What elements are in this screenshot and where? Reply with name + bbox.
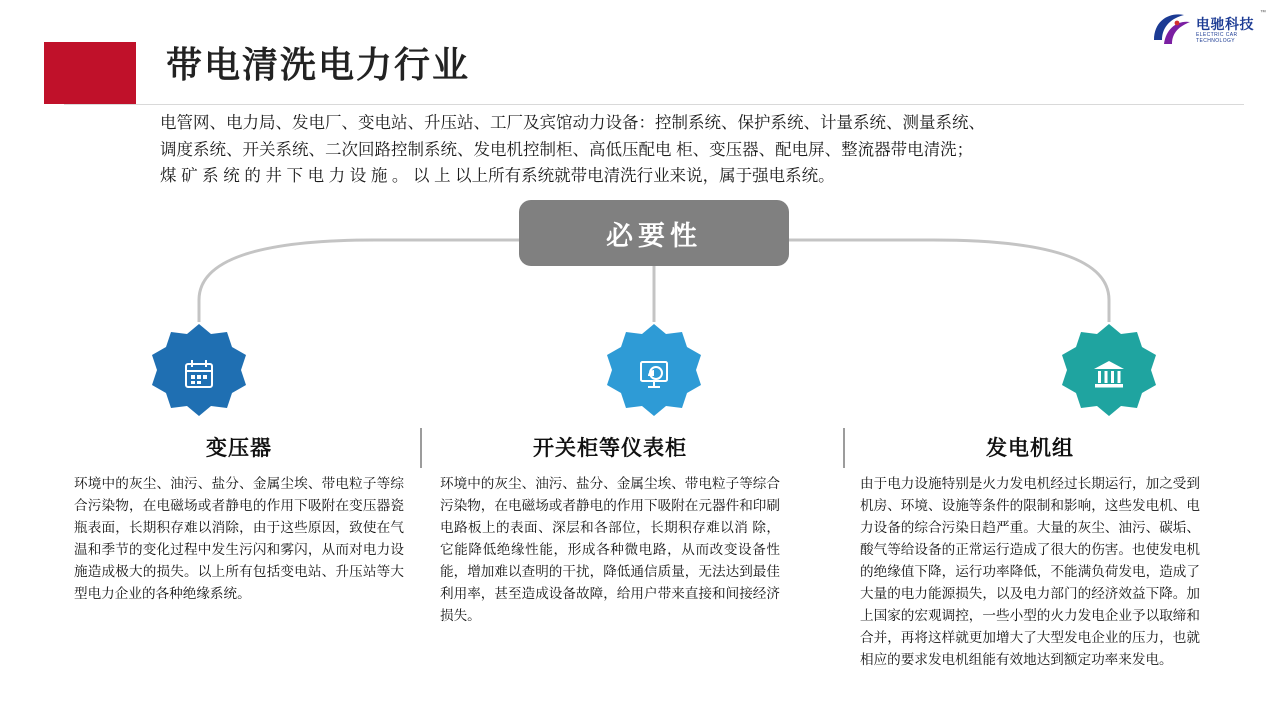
center-node — [519, 200, 789, 266]
intro-line-1: 电管网、电力局、发电厂、变电站、升压站、工厂及宾馆动力设备：控制系统、保护系统、计量系统、测量系统、 — [160, 114, 985, 132]
logo-swoosh-icon — [1150, 10, 1194, 48]
company-logo — [1140, 6, 1270, 52]
logo-company-subtitle: ELECTRIC CAR TECHNOLOGY — [1196, 32, 1238, 44]
title-divider — [64, 104, 1244, 105]
intro-line-2: 调度系统、开关系统、二次回路控制系统、发电机控制柜、高低压配电 柜、变压器、配电屏、整流器带电清洗； — [160, 140, 974, 159]
intro-line-3: 煤 矿 系 统 的 井 下 电 力 设 施 。 以 上 以上所有系统就带电清洗行业来说，属于强电系统。 — [160, 167, 835, 186]
badge-switchgear[interactable] — [602, 322, 706, 426]
column-divider-2 — [843, 428, 845, 468]
presentation-chart-icon — [602, 322, 706, 426]
badge-generator[interactable] — [1057, 322, 1161, 426]
calendar-icon — [147, 322, 251, 426]
logo-trademark: ™ — [1260, 10, 1266, 16]
column-divider-1 — [420, 428, 422, 468]
badge-transformer[interactable] — [147, 322, 251, 426]
column-transformer — [74, 432, 404, 605]
column-title: 开关柜等仪表柜 — [533, 437, 687, 460]
bank-building-icon — [1057, 322, 1161, 426]
column-body: 环境中的灰尘、油污、盐分、金属尘埃、带电粒子等综合污染物，在电磁场或者静电的作用下吸附在元器件和印刷电路板上的表面、深层和各部位，长期积存难以消 除，它能降低绝缘性能，形成各种微电路，从而改变设备性能，增加难以查明的干扰，降低通信质量，无法达到最佳利用率，甚至造成设备故障，给用户带来直接和间接经济损失。 — [440, 476, 780, 624]
center-node-label: 必要性 — [606, 220, 702, 251]
column-title: 变压器 — [206, 437, 272, 460]
page-title: 带电清洗电力行业 — [166, 44, 471, 85]
title-accent-block — [44, 42, 136, 104]
column-body: 环境中的灰尘、油污、盐分、金属尘埃、带电粒子等综合污染物，在电磁场或者静电的作用下吸附在变压器瓷瓶表面，长期积存难以消除，由于这些原因，致使在气温和季节的变化过程中发生污闪和雾闪，从而对电力设施造成极大的损失。以上所有包括变电站、升压站等大型电力企业的各种绝缘系统。 — [74, 476, 404, 602]
column-body: 由于电力设施特别是火力发电机经过长期运行，加之受到机房、环境、设施等条件的限制和影响，这些发电机、电力设备的综合污染日趋严重。大量的灰尘、油污、碳垢、 酸气等给设备的正常运行造成了很大的伤害。也使发电机的绝缘值下降，运行功率降低，不能满负荷发电，造成了大量的电力能源损失，以及电力部门的经济效益下降。加上国家的宏观调控，一些小型的火力发电企业予以取缔和合并，再将这样就更加增大了大型发电企业的压力，也就相应的要求发电机组能有效地达到额定功率来发电。 — [860, 476, 1200, 668]
intro-paragraph — [160, 110, 1225, 190]
column-generator — [860, 432, 1200, 671]
logo-company-name: 电驰科技 — [1196, 16, 1254, 32]
column-title: 发电机组 — [986, 437, 1074, 460]
column-switchgear — [440, 432, 780, 627]
